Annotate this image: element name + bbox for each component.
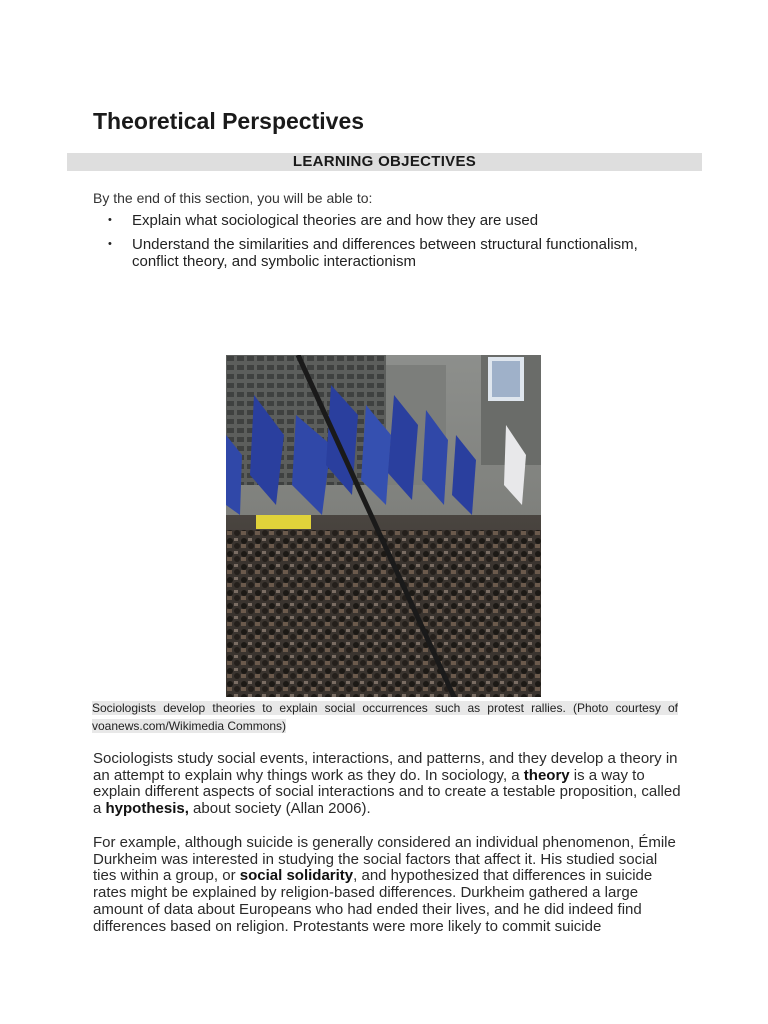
term-social-solidarity: social solidarity — [239, 867, 354, 885]
objective-item — [93, 212, 683, 229]
paragraph-theory: Sociologists study social events, interactions, and patterns, and they develop a theory in an attempt to explain why things work as they do. In sociology, a theory is a way to explain different aspects of social interactions and to create a testable proposition, called a hypothesis, about society (Allan 2006). — [93, 750, 681, 818]
objectives-list — [93, 212, 683, 277]
protest-rally-photo — [226, 355, 541, 697]
learning-objectives-heading: LEARNING OBJECTIVES — [67, 153, 702, 171]
paragraph-durkheim: For example, although suicide is generally considered an individual phenomenon, Émile Durkheim was interested in studying the social factors that affect it. His studied social ties within a group, or social solidarity, and hypothesized that differences in suicide rates might be explained by religion-based differences. Durkheim gathered a large amount of data about Europeans who had ended their lives, and he did indeed find differences based on religion. Protestants were more likely to commit suicide — [93, 834, 676, 935]
bullet-icon: • — [108, 214, 112, 226]
page-title: Theoretical Perspectives — [93, 108, 365, 134]
objective-text: Understand the similarities and differences between structural functionalism, conflict theory, and symbolic interactionism — [132, 236, 638, 270]
objective-text: Explain what sociological theories are and how they are used — [132, 212, 539, 229]
photo-caption: Sociologists develop theories to explain social occurrences such as protest rallies. (Photo courtesy of voanews.com/Wikimedia Commons) — [92, 701, 678, 733]
term-theory: theory — [523, 766, 570, 784]
objective-item — [93, 236, 683, 270]
objectives-intro: By the end of this section, you will be able to: — [93, 190, 373, 206]
bullet-icon: • — [108, 238, 112, 250]
term-hypothesis: hypothesis, — [105, 800, 189, 818]
